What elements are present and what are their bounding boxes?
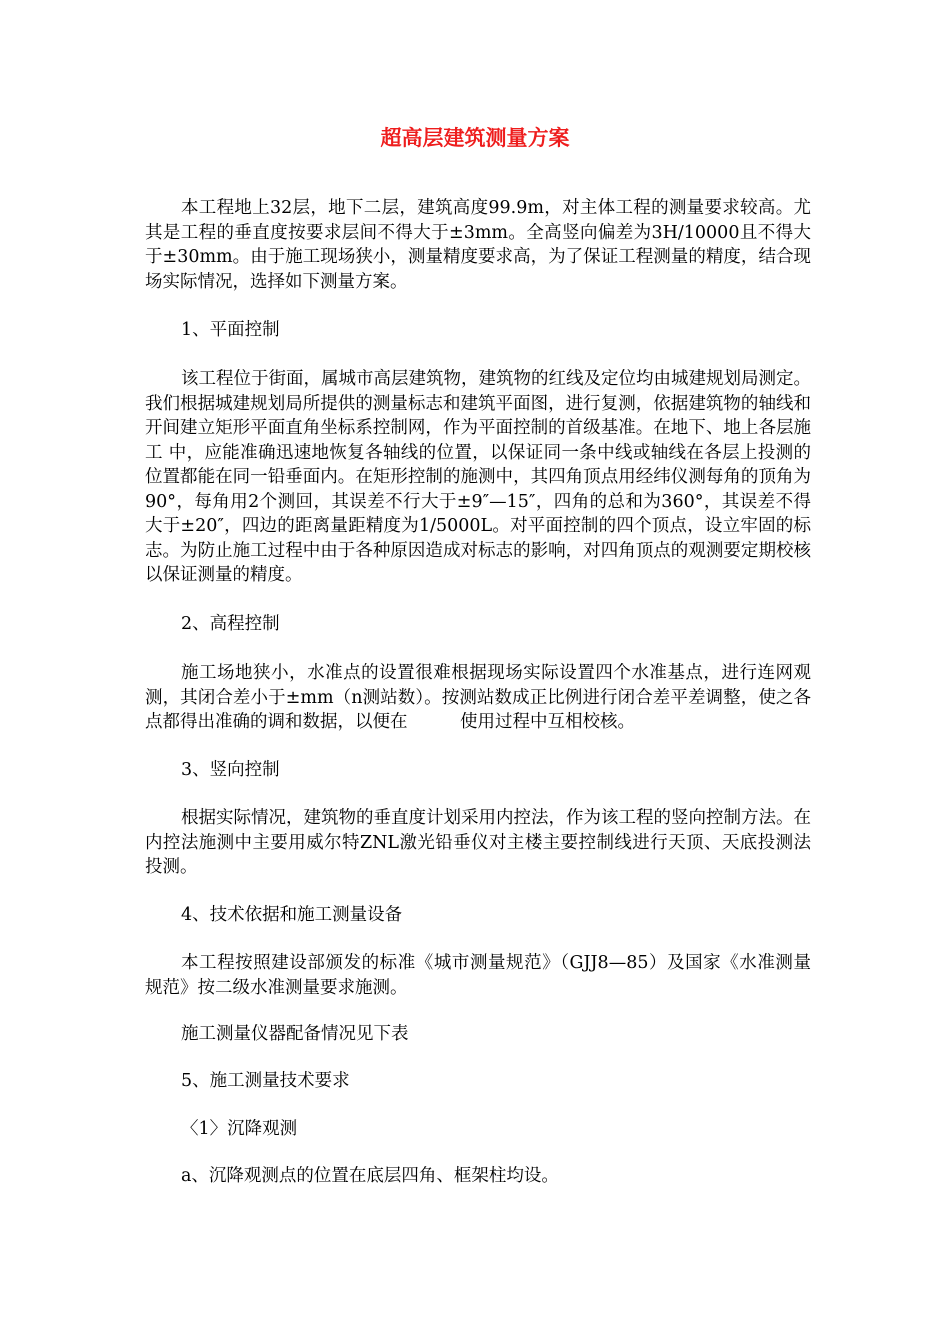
instrument-table-note: 施工测量仪器配备情况见下表 (181, 1024, 409, 1044)
section-heading-vertical-control: 3、竖向控制 (181, 760, 280, 780)
section-heading-elevation-control: 2、高程控制 (181, 614, 280, 634)
section-heading-technical-requirements: 5、施工测量技术要求 (181, 1071, 350, 1091)
document-title: 超高层建筑测量方案 (380, 125, 570, 150)
intro-paragraph: 本工程地上32层，地下二层，建筑高度99.9m，对主体工程的测量要求较高。尤其是工程的垂直度按要求层间不得大于±3mm。全高竖向偏差为3H/10000且不得大于±30mm。由于施工现场狭小，测量精度要求高，为了保证工程测量的精度，结合现场实际情况，选择如下测量方案。 (145, 198, 811, 292)
subsection-heading-settlement: 〈1〉沉降观测 (181, 1119, 298, 1139)
section-heading-plane-control: 1、平面控制 (181, 320, 280, 340)
elevation-control-paragraph: 施工场地狭小，水准点的设置很难根据现场实际设置四个水准基点，进行连网观测，其闭合差小于±mm（n测站数）。按测站数成正比例进行闭合差平差调整，使之各点都得出准确的调和数据，以便在 使用过程中互相校核。 (145, 663, 811, 732)
section-heading-technical-basis: 4、技术依据和施工测量设备 (181, 905, 403, 925)
technical-basis-paragraph: 本工程按照建设部颁发的标准《城市测量规范》（GJJ8—85）及国家《水准测量规范》按二级水准测量要求施测。 (145, 953, 811, 998)
plane-control-paragraph: 该工程位于街面，属城市高层建筑物，建筑物的红线及定位均由城建规划局测定。我们根据城建规划局所提供的测量标志和建筑平面图，进行复测，依据建筑物的轴线和开间建立矩形平面直角坐标系控制网，作为平面控制的首级基准。在地下、地上各层施工 中，应能准确迅速地恢复各轴线的位置，以保证同一条中线或轴线在各层上投测的位置都能在同一铅垂面内。在矩形控制的施测中，其四角顶点用经纬仪测每角的顶角为90°，每角用2个测回，其误差不行大于±9″—15″，四角的总和为360°，其误差不得大于±20″，四边的距离量距精度为1/5000L。对平面控制的四个顶点，设立牢固的标志。为防止施工过程中由于各种原因造成对标志的影响，对四角顶点的观测要定期校核以保证测量的精度。 (145, 369, 811, 585)
vertical-control-paragraph: 根据实际情况，建筑物的垂直度计划采用内控法，作为该工程的竖向控制方法。在内控法施测中主要用威尔特ZNL激光铅垂仪对主楼主要控制线进行天顶、天底投测法投测。 (145, 808, 811, 877)
settlement-item-a: a、沉降观测点的位置在底层四角、框架柱均设。 (181, 1166, 559, 1186)
